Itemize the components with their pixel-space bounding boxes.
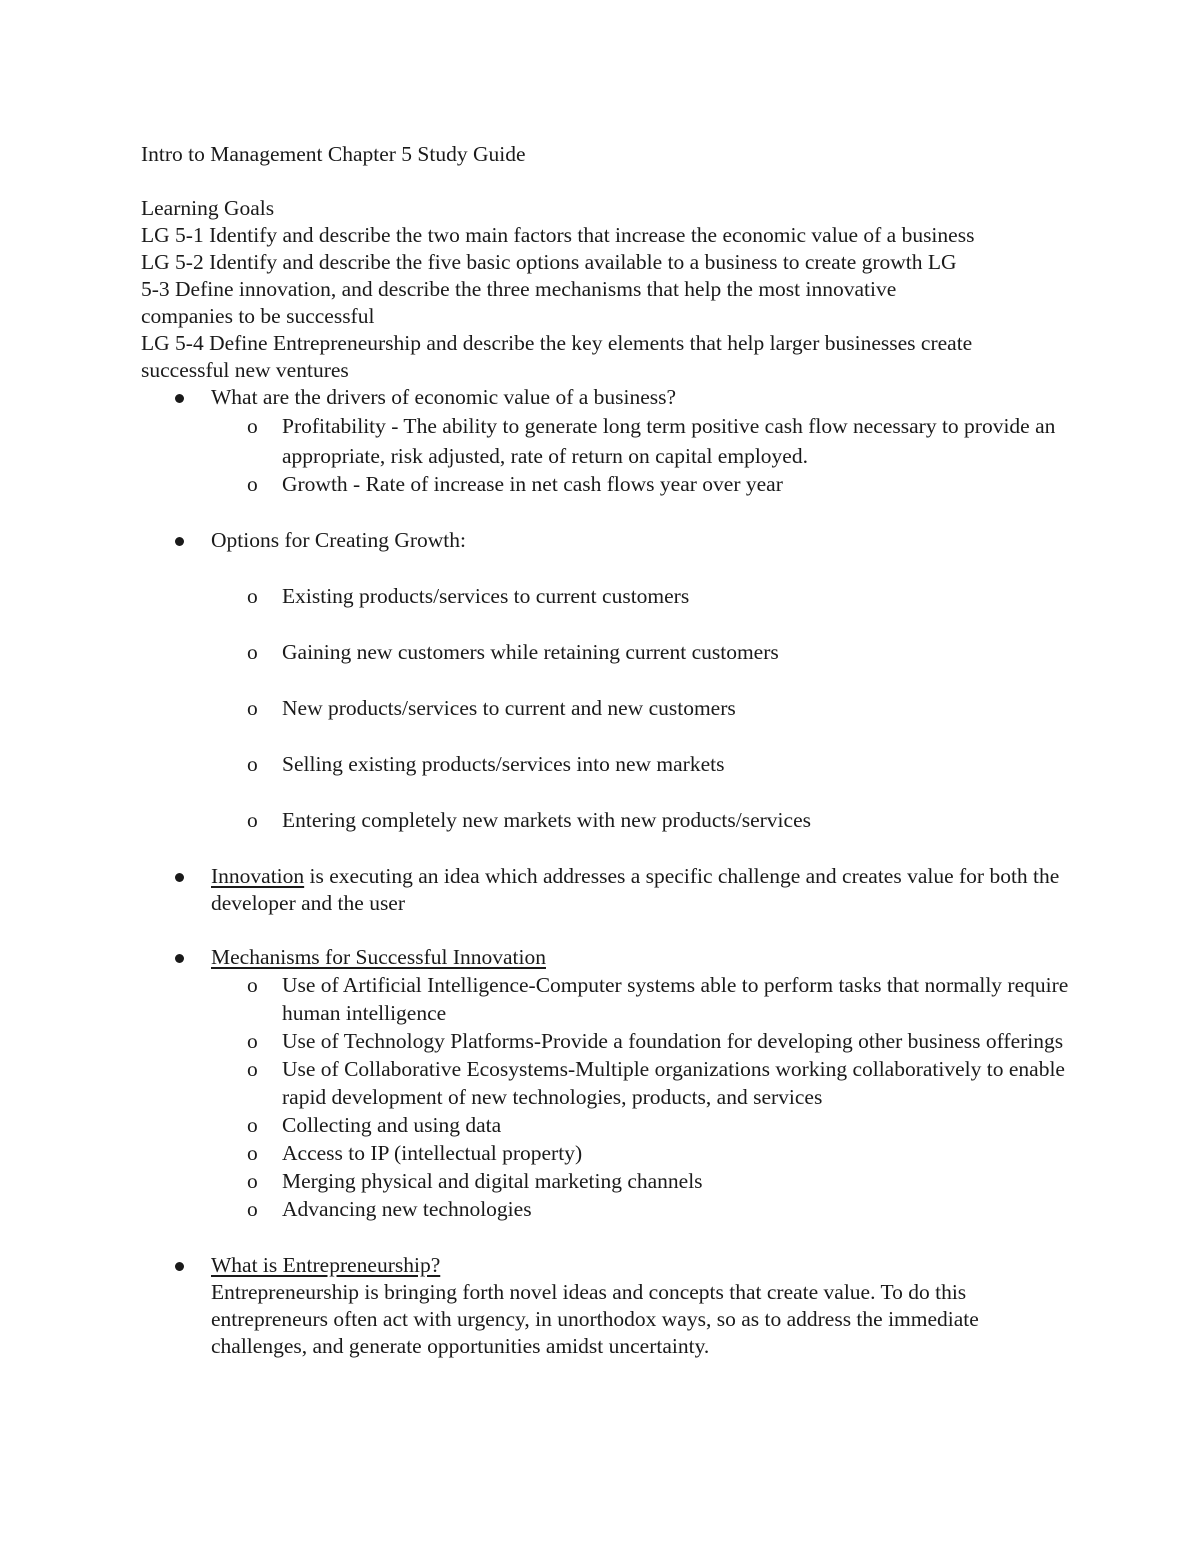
mechanisms-bullet bbox=[141, 944, 1071, 1223]
list-item bbox=[141, 1167, 1071, 1195]
learning-goal-line: 5-3 Define innovation, and describe the three mechanisms that help the most innovative bbox=[141, 277, 897, 301]
circle-bullet-icon: o bbox=[247, 696, 258, 720]
mechanism-item: Use of Collaborative Ecosystems-Multiple organizations working collaboratively to enable rapid development of new technologies, products, and services bbox=[282, 1057, 1065, 1109]
growth-bullet bbox=[141, 527, 1071, 834]
growth-sublist bbox=[211, 583, 1071, 834]
drivers-bullet bbox=[141, 384, 1071, 498]
mechanisms-sublist bbox=[211, 971, 1071, 1223]
bullet-dot-icon bbox=[175, 394, 184, 403]
circle-bullet-icon: o bbox=[247, 640, 258, 664]
circle-bullet-icon: o bbox=[247, 1169, 258, 1193]
document-title: Intro to Management Chapter 5 Study Guide bbox=[141, 142, 526, 166]
circle-bullet-icon: o bbox=[247, 1057, 258, 1081]
bullet-dot-icon bbox=[175, 537, 184, 546]
entrepreneurship-heading: What is Entrepreneurship? bbox=[211, 1253, 441, 1277]
learning-goal-line: LG 5-2 Identify and describe the five basic options available to a business to create growth LG bbox=[141, 250, 957, 274]
innovation-term: Innovation bbox=[211, 864, 305, 888]
list-item bbox=[141, 411, 1071, 471]
document-page bbox=[141, 141, 1071, 1360]
mechanism-item: Use of Artificial Intelligence-Computer systems able to perform tasks that normally require human intelligence bbox=[282, 973, 1069, 1025]
circle-bullet-icon: o bbox=[247, 1113, 258, 1137]
learning-goal-line: companies to be successful bbox=[141, 304, 375, 328]
learning-goal-line: LG 5-4 Define Entrepreneurship and describe the key elements that help larger businesses create bbox=[141, 331, 973, 355]
list-item bbox=[141, 807, 1071, 834]
circle-bullet-icon: o bbox=[247, 1141, 258, 1165]
learning-goal-line: LG 5-1 Identify and describe the two main factors that increase the economic value of a business bbox=[141, 223, 975, 247]
entrepreneurship-text: Entrepreneurship is bringing forth novel ideas and concepts that create value. To do this entrepreneurs often act with urgency, in unorthodox ways, so as to address the immediate challenges, and generate opportunities amidst uncertainty. bbox=[211, 1280, 979, 1358]
list-item bbox=[141, 971, 1071, 1027]
circle-bullet-icon: o bbox=[247, 414, 258, 438]
drivers-sublist bbox=[211, 411, 1071, 498]
list-item bbox=[141, 1055, 1071, 1111]
circle-bullet-icon: o bbox=[247, 808, 258, 832]
bullet-dot-icon bbox=[175, 873, 184, 882]
list-item bbox=[141, 583, 1071, 610]
mechanism-item: Advancing new technologies bbox=[282, 1197, 532, 1221]
drivers-question: What are the drivers of economic value of a business? bbox=[211, 385, 677, 409]
growth-option: Existing products/services to current customers bbox=[282, 584, 690, 608]
learning-goals-heading: Learning Goals bbox=[141, 196, 275, 220]
entrepreneurship-bullet bbox=[141, 1252, 1071, 1360]
main-bullet-list bbox=[141, 384, 1071, 1360]
list-item bbox=[141, 1111, 1071, 1139]
growth-option: Gaining new customers while retaining current customers bbox=[282, 640, 779, 664]
list-item bbox=[141, 471, 1071, 498]
circle-bullet-icon: o bbox=[247, 472, 258, 496]
growth-option: Selling existing products/services into new markets bbox=[282, 752, 725, 776]
driver-growth: Growth - Rate of increase in net cash flows year over year bbox=[282, 472, 783, 496]
circle-bullet-icon: o bbox=[247, 973, 258, 997]
growth-option: Entering completely new markets with new products/services bbox=[282, 808, 811, 832]
mechanism-item: Merging physical and digital marketing channels bbox=[282, 1169, 703, 1193]
innovation-definition: is executing an idea which addresses a specific challenge and creates value for both the developer and the user bbox=[211, 864, 1060, 915]
circle-bullet-icon: o bbox=[247, 752, 258, 776]
list-item bbox=[141, 1139, 1071, 1167]
spacer bbox=[141, 168, 1071, 195]
mechanisms-heading: Mechanisms for Successful Innovation bbox=[211, 945, 546, 969]
circle-bullet-icon: o bbox=[247, 1197, 258, 1221]
mechanism-item: Collecting and using data bbox=[282, 1113, 502, 1137]
circle-bullet-icon: o bbox=[247, 1029, 258, 1053]
circle-bullet-icon: o bbox=[247, 584, 258, 608]
growth-heading: Options for Creating Growth: bbox=[211, 528, 466, 552]
growth-option: New products/services to current and new customers bbox=[282, 696, 736, 720]
list-item bbox=[141, 1195, 1071, 1223]
bullet-dot-icon bbox=[175, 1262, 184, 1271]
driver-profitability: Profitability - The ability to generate long term positive cash flow necessary to provide an appropriate, risk adjusted, rate of return on capital employed. bbox=[282, 414, 1056, 468]
learning-goal-line: successful new ventures bbox=[141, 358, 349, 382]
mechanism-item: Use of Technology Platforms-Provide a foundation for developing other business offerings bbox=[282, 1029, 1064, 1053]
list-item bbox=[141, 751, 1071, 778]
mechanism-item: Access to IP (intellectual property) bbox=[282, 1141, 583, 1165]
list-item bbox=[141, 1027, 1071, 1055]
list-item bbox=[141, 639, 1071, 666]
list-item bbox=[141, 695, 1071, 722]
innovation-bullet bbox=[141, 863, 1071, 917]
bullet-dot-icon bbox=[175, 954, 184, 963]
